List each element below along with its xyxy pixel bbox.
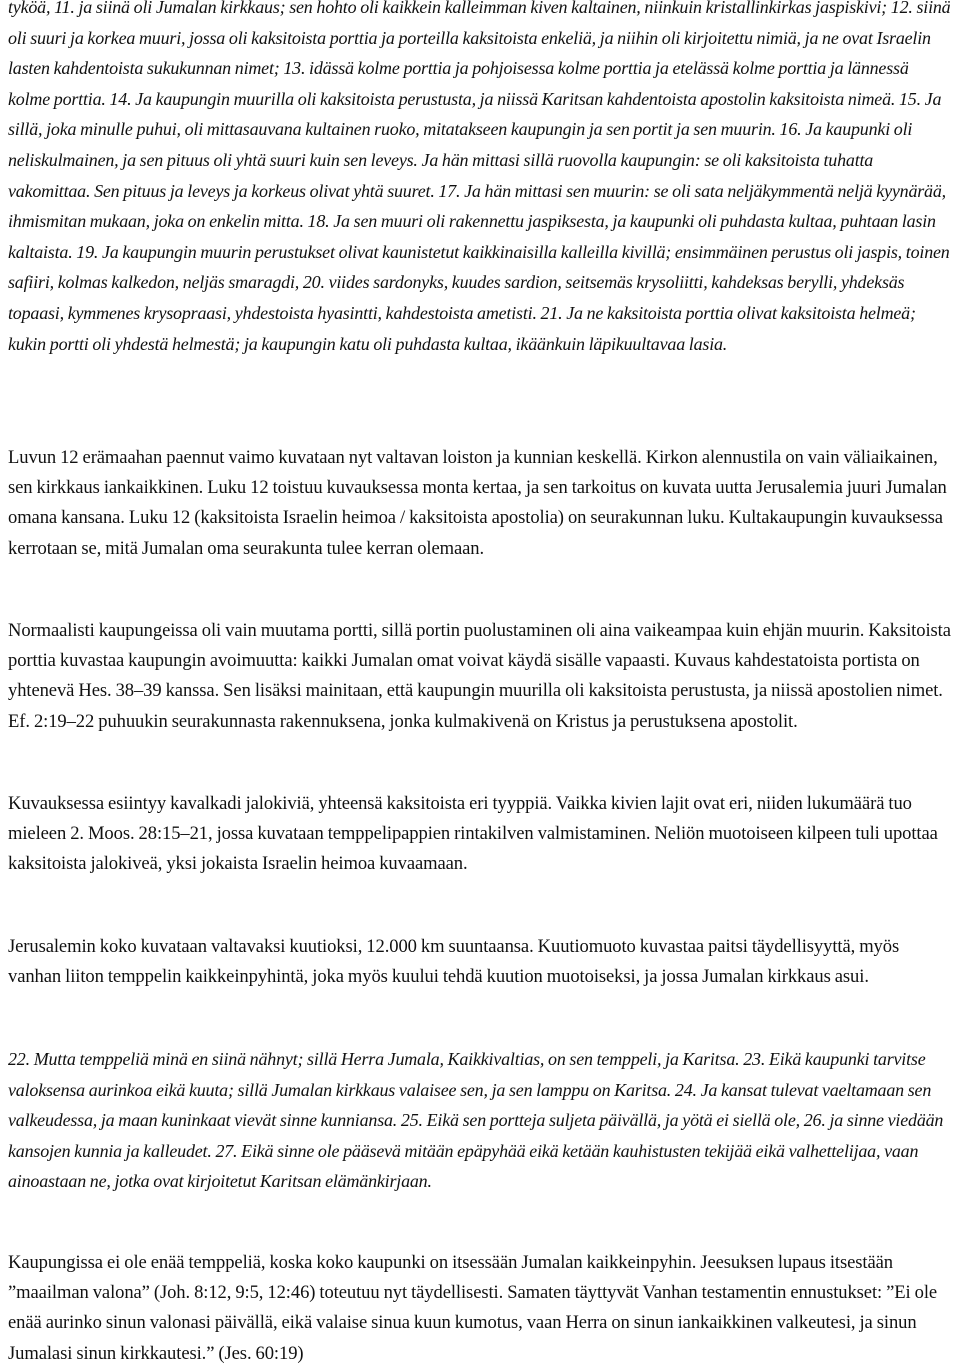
commentary-paragraph-woman-glory: Luvun 12 erämaahan paennut vaimo kuvataan nyt valtavan loiston ja kunnian keskellä. Kirkon alennustila on vain väliaikainen, sen kirkkaus iankaikkinen. Luku 12 toistuu kuvauksessa monta kertaa, ja sen tarkoitus on kuvata uutta Jerusalemia juuri Jumalan omana kansana. Luku 12 (kaksitoista Israelin heimoa / kaksitoista apostolia) on seurakunnan luku. Kultakaupungin kuvauksessa kerrotaan se, mitä Jumalan oma seurakunta tulee kerran olemaan. xyxy=(8,447,947,559)
commentary-paragraph-gemstones: Kuvauksessa esiintyy kavalkadi jalokiviä, yhteensä kaksitoista eri tyyppiä. Vaikka kivien lajit ovat eri, niiden lukumäärä tuo mieleen 2. Moos. 28:15–21, jossa kuvataan temppelipappien rintakilven valmistaminen. Neliön muotoiseen kilpeen tuli upottaa kaksitoista jalokiveä, yksi jokaista Israelin heimoa kuvaamaan. xyxy=(8,793,938,875)
commentary-paragraph-no-temple: Kaupungissa ei ole enää temppeliä, koska koko kaupunki on itsessään Jumalan kaikkeinpyhin. Jeesuksen lupaus itsestään ”maailman valona” (Joh. 8:12, 9:5, 12:46) toteutuu nyt täydellisesti. Samaten täyttyvät Vanhan testamentin ennustukset: ”Ei ole enää aurinko sinun valonasi päivällä, eikä valaise sinua kuun kumotus, vaan Herra on sinun iankaikkinen valkeutesi, ja sinun Jumalasi sinun kirkkautesi.” (Jes. 60:19) xyxy=(8,1252,938,1364)
scripture-passage-revelation-21-11-21: tyköä, 11. ja siinä oli Jumalan kirkkaus; sen hohto oli kaikkein kalleimman kiven kaltainen, niinkuin kristallinkirkas jaspiskivi; 12. siinä oli suuri ja korkea muuri, jossa oli kaksitoista porttia ja porteilla kaksitoista enkeliä, ja niihin oli kirjoitettu nimiä, ja ne ovat Israelin lasten kahdentoista sukukunnan nimet; 13. idässä kolme porttia ja pohjoisessa kolme porttia ja etelässä kolme porttia ja lännessä kolme porttia. 14. Ja kaupungin muurilla oli kaksitoista perustusta, ja niissä Karitsan kahdentoista apostolin kaksitoista nimeä. 15. Ja sillä, joka minulle puhui, oli mittasauvana kultainen ruoko, mitatakseen kaupungin ja sen portit ja sen muurin. 16. Ja kaupunki oli neliskulmainen, ja sen pituus oli yhtä suuri kuin sen leveys. Ja hän mittasi sillä ruovolla kaupungin: se oli kaksitoista tuhatta vakomittaa. Sen pituus ja leveys ja korkeus olivat yhtä suuret. 17. Ja hän mittasi sen muurin: se oli sata neljäkymmentä neljä kyynärää, ihmismitan mukaan, joka on enkelin mitta. 18. Ja sen muuri oli rakennettu jaspiksesta, ja kaupunki oli puhdasta kultaa, puhtaan lasin kaltaista. 19. Ja kaupungin muurin perustukset olivat kaunistetut kaikkinaisilla kalleilla kivillä; ensimmäinen perustus oli jaspis, toinen safiiri, kolmas kalkedon, neljäs smaragdi, 20. viides sardonyks, kuudes sardion, seitsemäs krysoliitti, kahdeksas berylli, yhdeksäs topaasi, kymmenes krysopraasi, yhdestoista hyasintti, kahdestoista ametisti. 21. Ja ne kaksitoista porttia olivat kaksitoista helmeä; kukin portti oli yhdestä helmestä; ja kaupungin katu oli puhdasta kultaa, ikäänkuin läpikuultavaa lasia. xyxy=(8,0,951,354)
commentary-paragraph-cube: Jerusalemin koko kuvataan valtavaksi kuutioksi, 12.000 km suuntaansa. Kuutiomuoto kuvastaa paitsi täydellisyyttä, myös vanhan liiton temppelin kaikkeinpyhintä, joka myös kuului tehdä kuution muotoiseksi, ja jossa Jumalan kirkkaus asui. xyxy=(8,936,900,988)
scripture-passage-revelation-21-22-27: 22. Mutta temppeliä minä en siinä nähnyt; sillä Herra Jumala, Kaikkivaltias, on sen temppeli, ja Karitsa. 23. Eikä kaupunki tarvitse valoksensa aurinkoa eikä kuuta; sillä Jumalan kirkkaus valaisee sen, ja sen lamppu on Karitsa. 24. Ja kansat tulevat vaeltamaan sen valkeudessa, ja maan kuninkaat vievät sinne kunniansa. 25. Eikä sen portteja suljeta päivällä, ja yötä ei siellä ole, 26. ja sinne viedään kansojen kunnia ja kalleudet. 27. Eikä sinne ole pääsevä mitään epäpyhää eikä ketään kauhistusten tekijää eikä valhettelijaa, vaan ainoastaan ne, jotka ovat kirjoitetut Karitsan elämänkirjaan. xyxy=(8,1049,944,1192)
commentary-paragraph-twelve-gates: Normaalisti kaupungeissa oli vain muutama portti, sillä portin puolustaminen oli aina vaikeampaa kuin ehjän muurin. Kaksitoista porttia kuvastaa kaupungin avoimuutta: kaikki Jumalan omat voivat käydä sisälle vapaasti. Kuvaus kahdestatoista portista on yhtenevä Hes. 38–39 kanssa. Sen lisäksi mainitaan, että kaupungin muurilla oli kaksitoista perustusta, ja niissä apostolien nimet. Ef. 2:19–22 puhuukin seurakunnasta rakennuksena, jonka kulmakivenä on Kristus ja perustuksena apostolit. xyxy=(8,620,951,732)
